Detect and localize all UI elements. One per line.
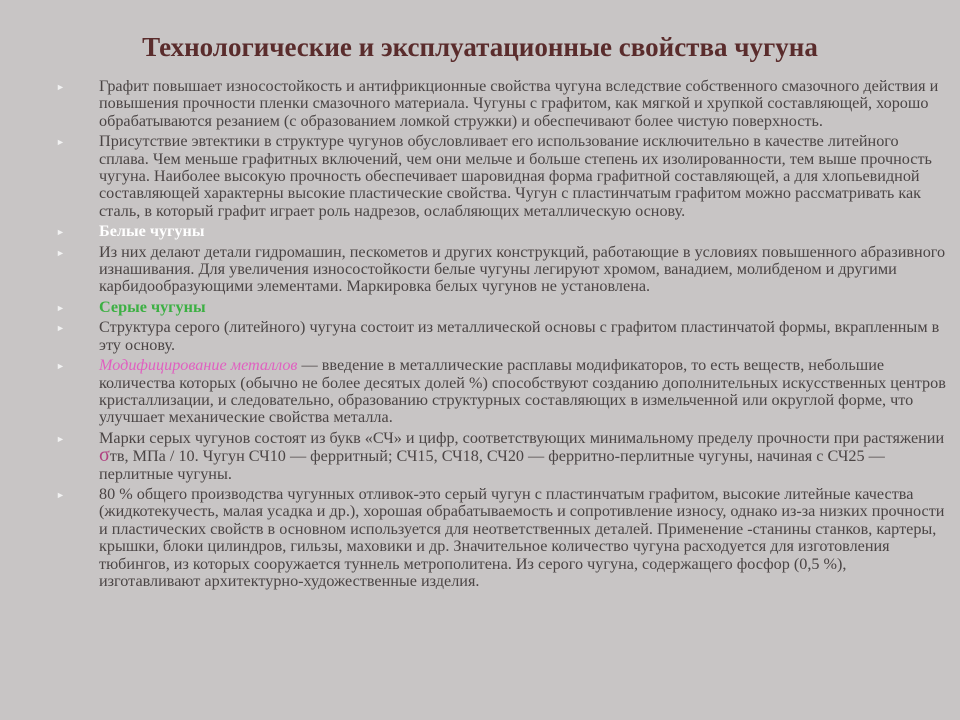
list-item-eutectic	[56, 133, 946, 220]
bullet-icon: ►	[56, 323, 65, 334]
list-item-text: 80 % общего производства чугунных отливок-это серый чугун с пластинчатым графитом, высокие литейные качества (жидкотекучесть, малая усадка и др.), хорошая обрабатываемость и сопротивление износу, однако из-за низких прочности и пластических свойств в основном используется для неответственных деталей. Применение -станины станков, картеры, крышки, блоки цилиндров, гильзы, маховики и др. Значительное количество чугуна расходуется для изготовления тюбингов, из которых сооружается туннель метрополитена. Из серого чугуна, содержащего фосфор (0,5 %), изготавливают архитектурно-художественные изделия.	[99, 484, 945, 590]
sigma-symbol: σ	[99, 444, 110, 467]
section-heading-white-cast-iron: Белые чугуны	[99, 222, 205, 241]
list-item-graphite	[56, 78, 946, 130]
list-item-text: — введение в металлические расплавы модификаторов, то есть веществ, небольшие количества которых (обычно не более десятых долей %) способствуют созданию дополнительных искусственных центров кристаллизации, и следовательно, образованию структурных составляющих в измельченной или округлой форме, что улучшает механические свойства металла.	[99, 356, 946, 427]
bullet-icon: ►	[56, 227, 65, 238]
bullet-icon: ►	[56, 247, 65, 258]
term-modification: Модифицирование металлов	[99, 356, 298, 375]
list-item-grey-heading	[56, 299, 946, 316]
content-list	[56, 78, 946, 593]
bullet-icon: ►	[56, 82, 65, 92]
list-item-white-usage	[56, 244, 946, 296]
list-item-grades	[56, 430, 946, 483]
list-item-white-heading	[56, 223, 946, 240]
list-item-text: Структура серого (литейного) чугуна состоит из металлической основы с графитом пластинчатой формы, вкрапленным в эту основу.	[99, 318, 940, 354]
list-item-text: Марки серых чугунов состоят из букв «СЧ» и цифр, соответствующих минимальному пределу прочности при растяжении	[99, 428, 945, 447]
list-item-grey-structure	[56, 319, 946, 354]
list-item-text-continued: тв, МПа / 10. Чугун СЧ10 — ферритный; СЧ15, СЧ18, СЧ20 — ферритно-перлитные чугуны, начиная с СЧ25 — перлитные чугуны.	[99, 447, 885, 483]
list-item-production-share	[56, 486, 946, 590]
bullet-icon: ►	[56, 361, 65, 372]
bullet-icon: ►	[56, 137, 65, 148]
bullet-icon: ►	[56, 433, 65, 444]
section-heading-grey-cast-iron: Серые чугуны	[99, 297, 206, 316]
list-item-text: Присутствие эвтектики в структуре чугунов обусловливает его использование исключительно в качестве литейного сплава. Чем меньше графитных включений, чем они мельче и больше степень их изолированности, тем выше прочность чугуна. Наиболее высокую прочность обеспечивает шаровидная форма графитной составляющей, а для хлопьевидной составляющей характерны высокие пластические свойства. Чугун с пластинчатым графитом можно рассматривать как сталь, в который графит играет роль надрезов, ослабляющих металлическую основу.	[99, 132, 932, 220]
slide-title: Технологические и эксплуатационные свойства чугуна	[142, 32, 818, 62]
list-item-text: Графит повышает износостойкость и антифрикционные свойства чугуна вследствие собственного смазочного действия и повышения прочности пленки смазочного материала. Чугуны с графитом, как мягкой и хрупкой составляющей, хорошо обрабатываются резанием (с образованием ломкой стружки) и обеспечивают более чистую поверхность.	[99, 77, 939, 130]
list-item-text: Из них делают детали гидромашин, пескометов и других конструкций, работающие в условиях повышенного абразивного изнашивания. Для увеличения износостойкости белые чугуны легируют хромом, ванадием, молибденом и другими карбидообразующими элементами. Маркировка белых чугунов не установлена.	[99, 242, 946, 296]
bullet-icon: ►	[56, 489, 65, 500]
list-item-modification	[56, 357, 946, 427]
bullet-icon: ►	[56, 302, 65, 313]
